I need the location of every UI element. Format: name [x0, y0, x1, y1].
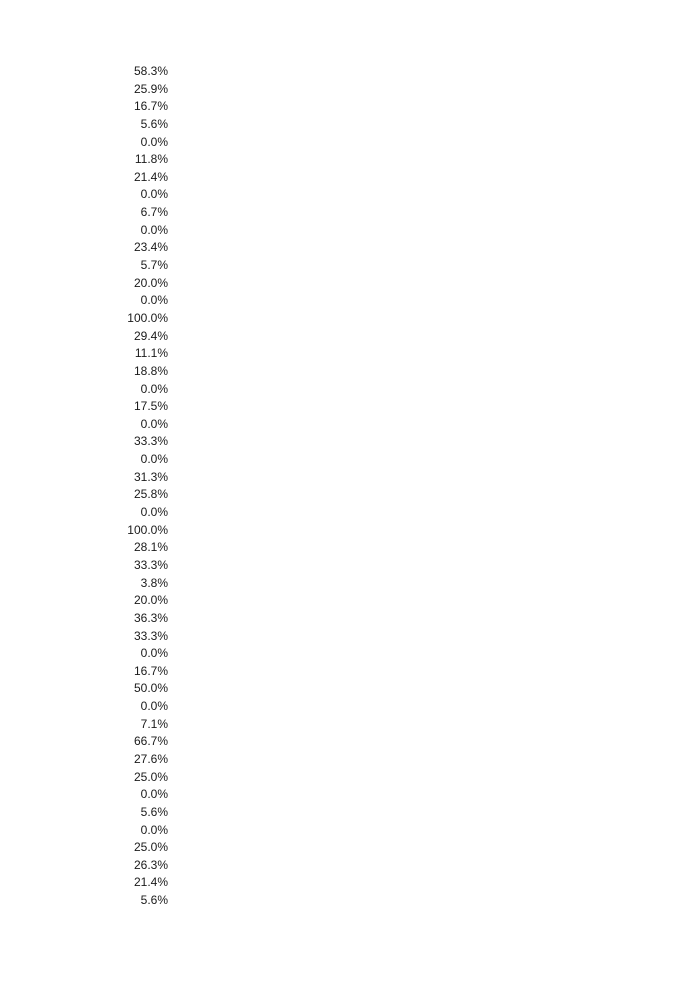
percent-cell: 21.4%: [133, 169, 168, 184]
percentage-column: [100, 63, 168, 910]
percent-cell: 0.0%: [140, 699, 168, 714]
percent-cell: 7.1%: [140, 716, 168, 731]
percent-cell: 25.0%: [133, 840, 168, 855]
percent-cell: 0.0%: [140, 187, 168, 202]
percent-cell: 16.7%: [133, 99, 168, 114]
percent-cell: 5.7%: [140, 258, 168, 273]
percent-cell: 5.6%: [140, 116, 168, 131]
percent-cell: 50.0%: [133, 681, 168, 696]
percent-cell: 0.0%: [140, 646, 168, 661]
percent-cell: 58.3%: [133, 64, 168, 78]
percent-cell: 5.6%: [140, 804, 168, 819]
percent-cell: 17.5%: [133, 399, 168, 414]
percent-cell: 25.9%: [133, 81, 168, 96]
percent-cell: 0.0%: [140, 787, 168, 802]
percent-cell: 23.4%: [133, 240, 168, 255]
percent-cell: 0.0%: [140, 293, 168, 308]
percent-cell: 25.0%: [133, 769, 168, 784]
percent-cell: 0.0%: [140, 505, 168, 520]
percent-cell: 0.0%: [140, 381, 168, 396]
percent-cell: 0.0%: [140, 416, 168, 431]
percent-cell: 25.8%: [133, 487, 168, 502]
percent-cell: 16.7%: [133, 663, 168, 678]
percent-cell: 6.7%: [140, 205, 168, 220]
percent-cell: 20.0%: [133, 275, 168, 290]
percent-cell: 11.8%: [134, 152, 168, 167]
percent-cell: 29.4%: [133, 328, 168, 343]
percent-cell: 28.1%: [133, 540, 168, 555]
percent-cell: 31.3%: [133, 469, 168, 484]
percent-cell: 36.3%: [133, 610, 168, 625]
percent-cell: 5.6%: [140, 893, 168, 908]
percent-cell: 18.8%: [133, 363, 168, 378]
percent-cell: 0.0%: [140, 822, 168, 837]
percent-cell: 100.0%: [127, 522, 168, 537]
percent-cell: 0.0%: [140, 222, 168, 237]
percent-cell: 3.8%: [140, 575, 168, 590]
percent-cell: 0.0%: [140, 134, 168, 149]
percent-cell: 33.3%: [133, 557, 168, 572]
percent-cell: 33.3%: [133, 628, 168, 643]
percent-cell: 100.0%: [127, 310, 168, 325]
percent-cell: 66.7%: [133, 734, 168, 749]
percent-cell: 11.1%: [134, 346, 168, 361]
percent-cell: 33.3%: [133, 434, 168, 449]
percent-cell: 26.3%: [133, 857, 168, 872]
percent-cell: 20.0%: [133, 593, 168, 608]
percent-cell: 0.0%: [140, 452, 168, 467]
percent-cell: 27.6%: [133, 751, 168, 766]
percent-cell: 21.4%: [133, 875, 168, 890]
